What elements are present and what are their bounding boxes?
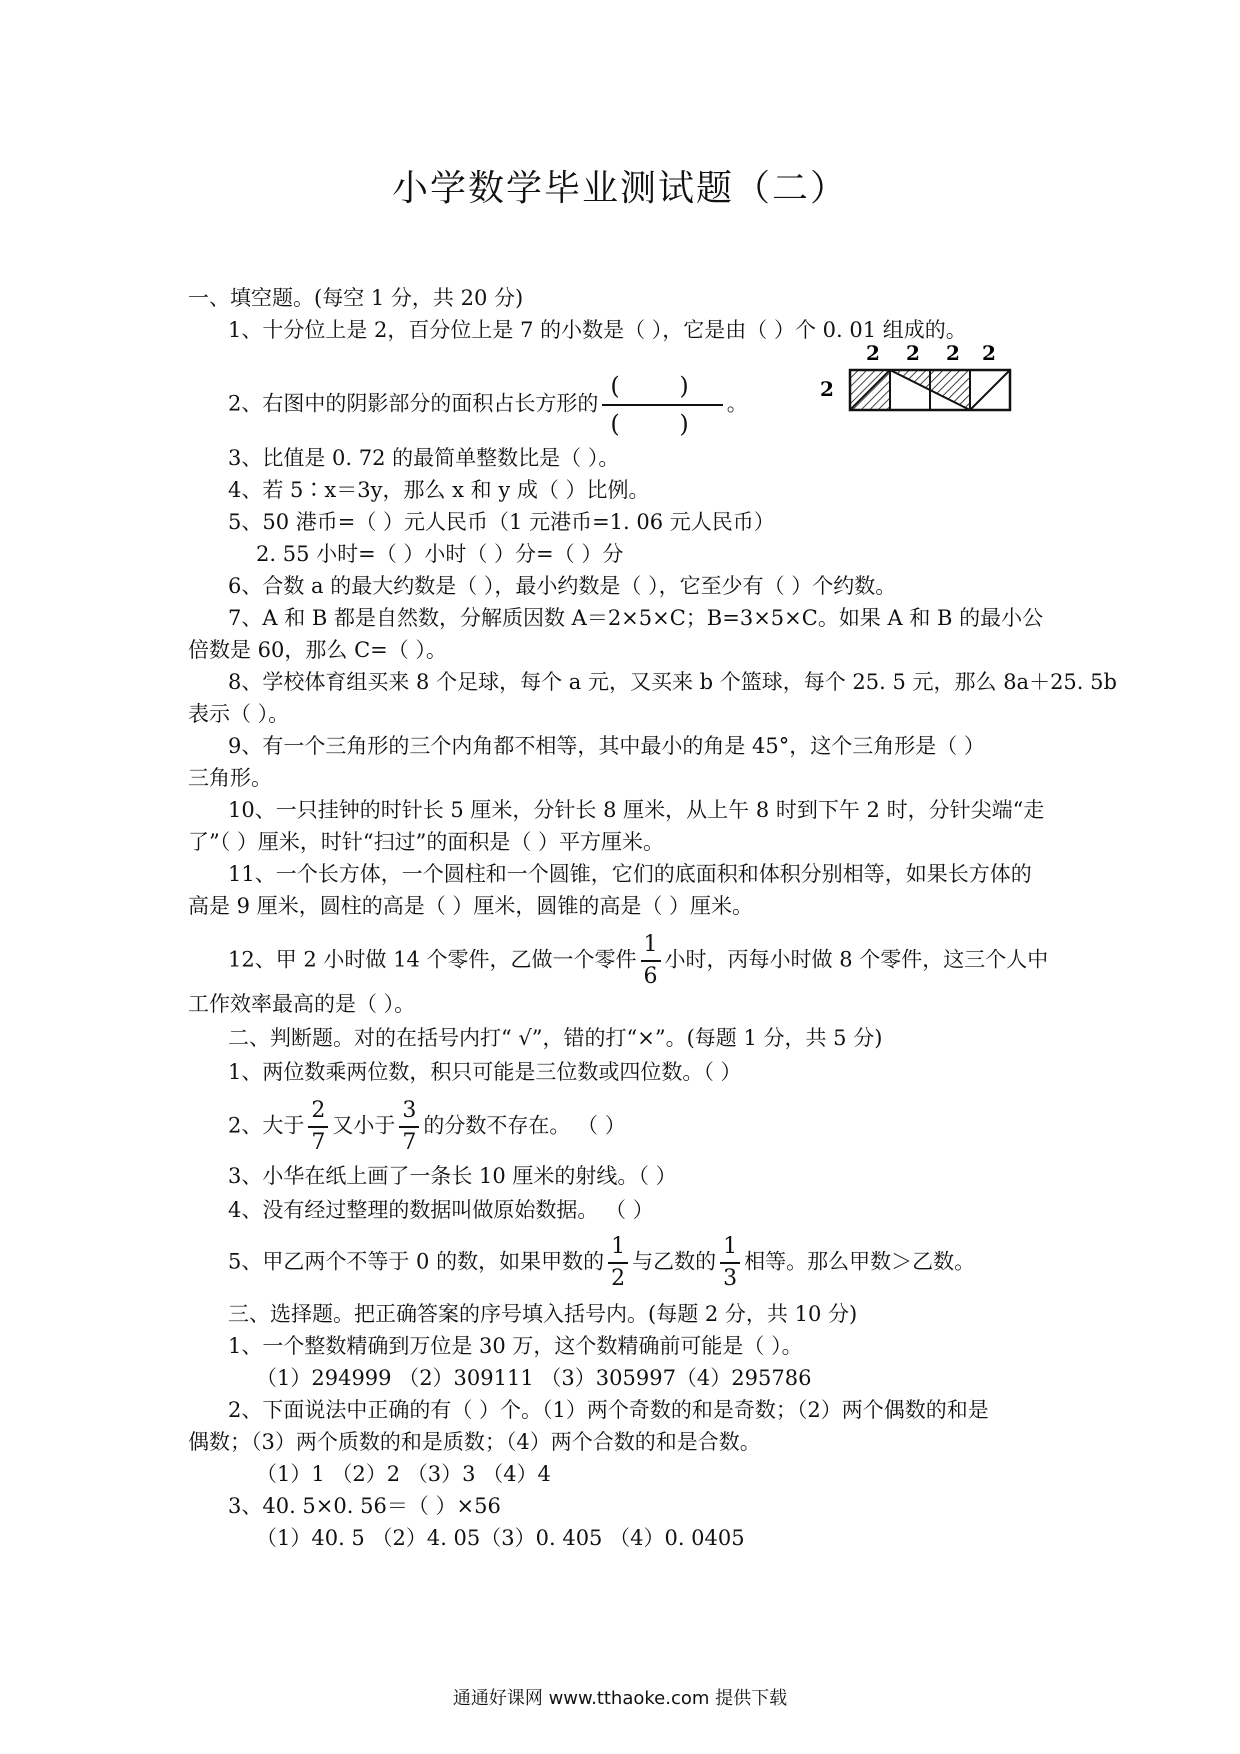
footer-download-note: 通通好课网 www.tthaoke.com 提供下载 (452, 1688, 788, 1709)
question-text: 2、大于 (228, 1113, 305, 1138)
section1-heading: 一、填空题。(每空 1 分，共 20 分) (188, 286, 524, 310)
question-text: 又小于 (332, 1113, 396, 1138)
question-2-3: 3、小华在纸上画了一条长 10 厘米的射线。（ ） (228, 1164, 677, 1188)
section3-heading: 三、选择题。把正确答案的序号填入括号内。(每题 2 分，共 10 分) (228, 1302, 858, 1326)
fraction-numerator: 2 (311, 1098, 326, 1123)
question-1-7a: 7、A 和 B 都是自然数，分解质因数 A＝2×5×C；B=3×5×C。如果 A 和 B 的最小公 (228, 606, 1044, 630)
question-3-1: 1、一个整数精确到万位是 30 万，这个数精确前可能是（ ）。 (228, 1334, 803, 1358)
question-1-10b: 了”（ ）厘米，时针“扫过”的面积是（ ）平方厘米。 (188, 830, 665, 854)
blank-fraction (602, 368, 722, 442)
fraction-numerator: 1 (611, 1234, 626, 1259)
question-3-3: 3、40. 5×0. 56＝（ ）×56 (228, 1494, 501, 1518)
question-text: 小时，丙每小时做 8 个零件，这三个人中 (664, 947, 1049, 972)
fraction-one-sixth (641, 930, 661, 992)
question-1-9b: 三角形。 (188, 766, 272, 790)
question-text: 与乙数的 (632, 1249, 717, 1274)
question-1-8a: 8、学校体育组买来 8 个足球，每个 a 元，又买来 b 个篮球，每个 25. 5 元，那么 8a＋25. 5b (228, 670, 1117, 694)
fraction-denominator: ( ) (610, 410, 715, 438)
question-1-9a: 9、有一个三角形的三个内角都不相等，其中最小的角是 45°，这个三角形是（ ） (228, 734, 985, 758)
question-1-5b: 2. 55 小时=（ ）小时（ ）分=（ ）分 (256, 542, 624, 566)
fraction-denominator: 3 (723, 1266, 738, 1291)
question-1-7b: 倍数是 60，那么 C=（ ）。 (188, 638, 447, 662)
question-2-2 (228, 1096, 626, 1158)
fraction-numerator: 1 (643, 932, 658, 957)
figure-label-top-1: 2 (866, 341, 880, 365)
question-1-11b: 高是 9 厘米，圆柱的高是（ ）厘米，圆锥的高是（ ）厘米。 (188, 894, 754, 918)
question-text: 的分数不存在。 （ ） (423, 1113, 626, 1138)
question-2-4: 4、没有经过整理的数据叫做原始数据。 （ ） (228, 1198, 654, 1222)
question-text: 2、右图中的阴影部分的面积占长方形的 (228, 391, 599, 416)
figure-label-top-3: 2 (946, 341, 960, 365)
question-1-8b: 表示（ ）。 (188, 702, 290, 726)
fraction-denominator: 7 (402, 1130, 417, 1155)
question-1-3: 3、比值是 0. 72 的最简单整数比是（ ）。 (228, 446, 620, 470)
question-end: 。 (726, 391, 748, 416)
question-1-6: 6、合数 a 的最大约数是（ ），最小约数是（ ），它至少有（ ）个约数。 (228, 574, 897, 598)
fraction-numerator: ( ) (610, 372, 715, 400)
question-text: 12、甲 2 小时做 14 个零件，乙做一个零件 (228, 947, 637, 972)
question-2-5 (228, 1232, 975, 1294)
fraction-denominator: 6 (643, 964, 658, 989)
question-3-1-options: （1）294999 （2）309111 （3）305997（4）295786 (256, 1366, 812, 1390)
question-1-10a: 10、一只挂钟的时针长 5 厘米，分针长 8 厘米，从上午 8 时到下午 2 时，分针尖端“走 (228, 798, 1045, 822)
fraction-numerator: 1 (723, 1234, 738, 1259)
question-1-12a (228, 930, 1048, 992)
figure-label-top-4: 2 (982, 341, 996, 365)
shaded-rectangle-figure (820, 340, 1020, 420)
figure-label-left: 2 (820, 377, 834, 401)
fraction-denominator: 2 (611, 1266, 626, 1291)
question-3-2-options: （1）1 （2）2 （3）3 （4）4 (256, 1462, 551, 1486)
question-text: 相等。那么甲数＞乙数。 (744, 1249, 976, 1274)
question-text: 5、甲乙两个不等于 0 的数，如果甲数的 (228, 1249, 605, 1274)
question-3-2a: 2、下面说法中正确的有（ ）个。（1）两个奇数的和是奇数；（2）两个偶数的和是 (228, 1398, 989, 1422)
question-1-5a: 5、50 港币=（ ）元人民币（1 元港币=1. 06 元人民币） (228, 510, 775, 534)
section2-heading: 二、判断题。对的在括号内打“ √”，错的打“×”。(每题 1 分，共 5 分) (228, 1026, 883, 1050)
fraction-numerator: 3 (402, 1098, 417, 1123)
page-title: 小学数学毕业测试题（二） (391, 168, 848, 209)
fraction-one-half (608, 1232, 628, 1294)
question-3-2b: 偶数；（3）两个质数的和是质数；（4）两个合数的和是合数。 (188, 1430, 761, 1454)
question-1-2 (228, 368, 748, 442)
figure-label-top-2: 2 (906, 341, 920, 365)
question-3-3-options: （1）40. 5 （2）4. 05（3）0. 405 （4）0. 0405 (256, 1526, 745, 1550)
question-2-1: 1、两位数乘两位数，积只可能是三位数或四位数。（ ） (228, 1060, 742, 1084)
fraction-two-sevenths (308, 1096, 328, 1158)
question-1-12b: 工作效率最高的是（ ）。 (188, 992, 416, 1016)
question-1-4: 4、若 5∶x＝3y，那么 x 和 y 成（ ）比例。 (228, 478, 650, 502)
fraction-denominator: 7 (311, 1130, 326, 1155)
fraction-three-sevenths (399, 1096, 419, 1158)
question-1-1: 1、十分位上是 2，百分位上是 7 的小数是（ ），它是由（ ）个 0. 01 组成的。 (228, 318, 967, 342)
question-1-11a: 11、一个长方体，一个圆柱和一个圆锥，它们的底面积和体积分别相等，如果长方体的 (228, 862, 1032, 886)
fraction-one-third (720, 1232, 740, 1294)
